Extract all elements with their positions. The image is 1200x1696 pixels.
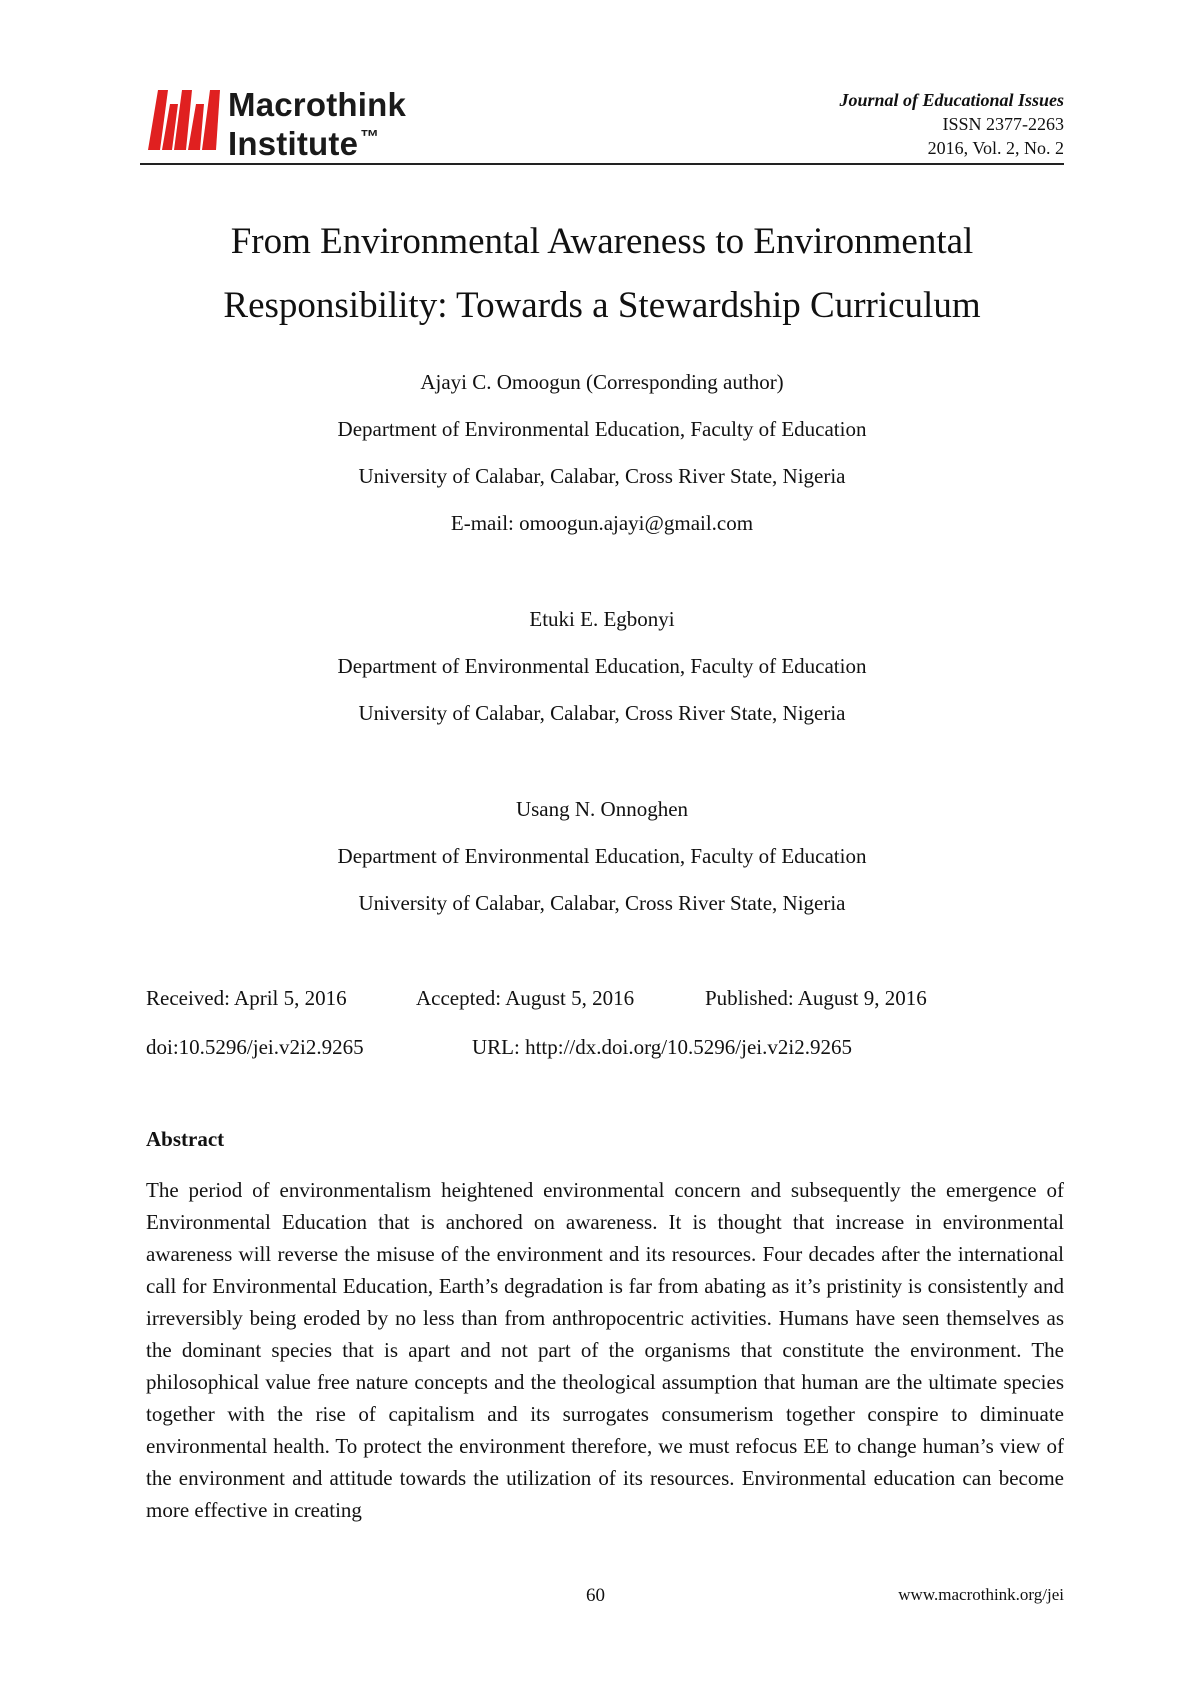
issn: ISSN 2377-2263 [942, 114, 1064, 134]
paper-title [140, 210, 1064, 338]
received-date: Received: April 5, 2016 [146, 986, 347, 1010]
logo-name: Macrothink [228, 86, 407, 123]
author-university: University of Calabar, Calabar, Cross River State, Nigeria [358, 891, 846, 915]
logo-wordmark [228, 88, 406, 160]
author-department: Department of Environmental Education, Faculty of Education [337, 844, 867, 868]
footer-url[interactable]: www.macrothink.org/jei [898, 1585, 1064, 1604]
abstract-body: The period of environmentalism heightened environmental concern and subsequently the emergence of Environmental Education that is anchored on awareness. It is thought that increase in environmental awareness will reverse the misuse of the environment and its resources. Four decades after the international call for Environmental Education, Earth’s degradation is far from abating as it’s pristinity is consistently and irreversibly being eroded by no less than from anthropocentric activities. Humans have seen themselves as the dominant species that is apart and not part of the organisms that constitute the environment. The philosophical value free nature concepts and the theological assumption that human are the ultimate species together with the rise of capitalism and its surrogates consumerism together conspire to diminuate environmental health. To protect the environment therefore, we must refocus EE to change human’s view of the environment and attitude towards the utilization of its resources. Environmental education can become more effective in creating [146, 1178, 1064, 1522]
author-block-1 [140, 359, 1064, 547]
author-block-2 [140, 596, 1064, 737]
author-name: Usang N. Onnoghen [515, 797, 689, 821]
author-university: University of Calabar, Calabar, Cross River State, Nigeria [358, 701, 846, 725]
doi[interactable]: doi:10.5296/jei.v2i2.9265 [146, 1035, 364, 1059]
author-email[interactable]: E-mail: omoogun.ajayi@gmail.com [450, 511, 754, 535]
journal-info [839, 88, 1064, 160]
page-number: 60 [586, 1585, 605, 1606]
logo-sub: Institute [228, 125, 359, 162]
author-name: Etuki E. Egbonyi [529, 607, 675, 631]
author-block-3 [140, 786, 1064, 927]
author-department: Department of Environmental Education, Faculty of Education [337, 654, 867, 678]
macrothink-m-icon [148, 86, 228, 150]
publisher-logo [148, 86, 468, 162]
author-department: Department of Environmental Education, Faculty of Education [337, 417, 867, 441]
published-date: Published: August 9, 2016 [705, 986, 927, 1010]
title-line-1: From Environmental Awareness to Environmental [230, 221, 974, 262]
header-rule [140, 163, 1064, 165]
author-name: Ajayi C. Omoogun (Corresponding author) [420, 370, 784, 394]
author-university: University of Calabar, Calabar, Cross River State, Nigeria [358, 464, 846, 488]
doi-url[interactable]: URL: http://dx.doi.org/10.5296/jei.v2i2.9265 [472, 1035, 852, 1059]
volume-issue: 2016, Vol. 2, No. 2 [927, 138, 1064, 158]
logo-trademark: ™ [360, 127, 380, 148]
journal-name: Journal of Educational Issues [839, 90, 1064, 110]
accepted-date: Accepted: August 5, 2016 [416, 986, 635, 1010]
title-line-2: Responsibility: Towards a Stewardship Curriculum [223, 285, 981, 326]
abstract-heading: Abstract [146, 1127, 225, 1151]
